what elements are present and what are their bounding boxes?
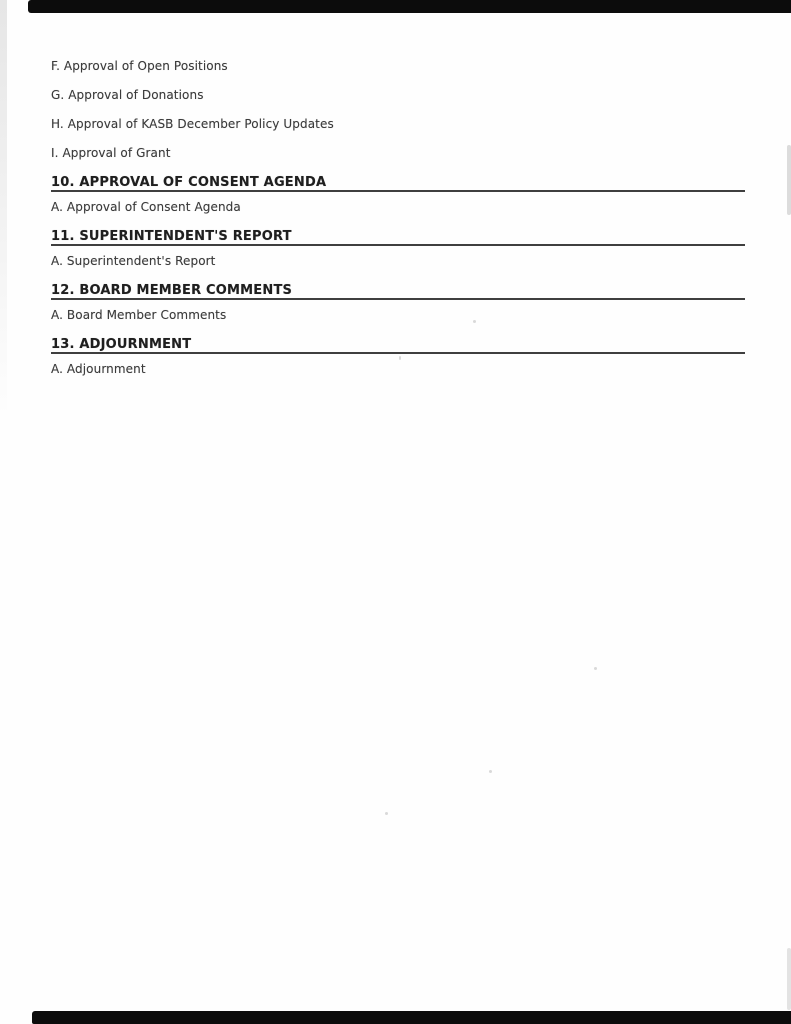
- scan-noise-dot: [385, 812, 388, 815]
- agenda-item-i: I. Approval of Grant: [51, 146, 171, 160]
- scan-mark-right-upper: [787, 145, 791, 215]
- section-heading-adjournment: 13. ADJOURNMENT: [51, 338, 745, 354]
- section-heading-superintendents-report: 11. SUPERINTENDENT'S REPORT: [51, 230, 745, 246]
- agenda-item-consent-agenda: A. Approval of Consent Agenda: [51, 200, 241, 214]
- scan-edge-bar-bottom: [32, 1011, 791, 1024]
- agenda-item-board-member-comments: A. Board Member Comments: [51, 308, 227, 322]
- agenda-item-h: H. Approval of KASB December Policy Updates: [51, 117, 334, 131]
- agenda-content: [51, 60, 745, 392]
- agenda-item-g: G. Approval of Donations: [51, 88, 204, 102]
- agenda-item-adjournment: A. Adjournment: [51, 362, 146, 376]
- section-heading-board-member-comments: 12. BOARD MEMBER COMMENTS: [51, 284, 745, 300]
- scan-noise-dot: [594, 667, 597, 670]
- agenda-item-f: F. Approval of Open Positions: [51, 59, 228, 73]
- scan-edge-bar-top: [28, 0, 791, 13]
- scan-shadow-left: [0, 0, 7, 420]
- scan-mark-right-lower: [787, 948, 791, 1010]
- agenda-item-superintendents-report: A. Superintendent's Report: [51, 254, 216, 268]
- section-heading-consent-agenda: 10. APPROVAL OF CONSENT AGENDA: [51, 176, 745, 192]
- scan-noise-dot: [489, 770, 492, 773]
